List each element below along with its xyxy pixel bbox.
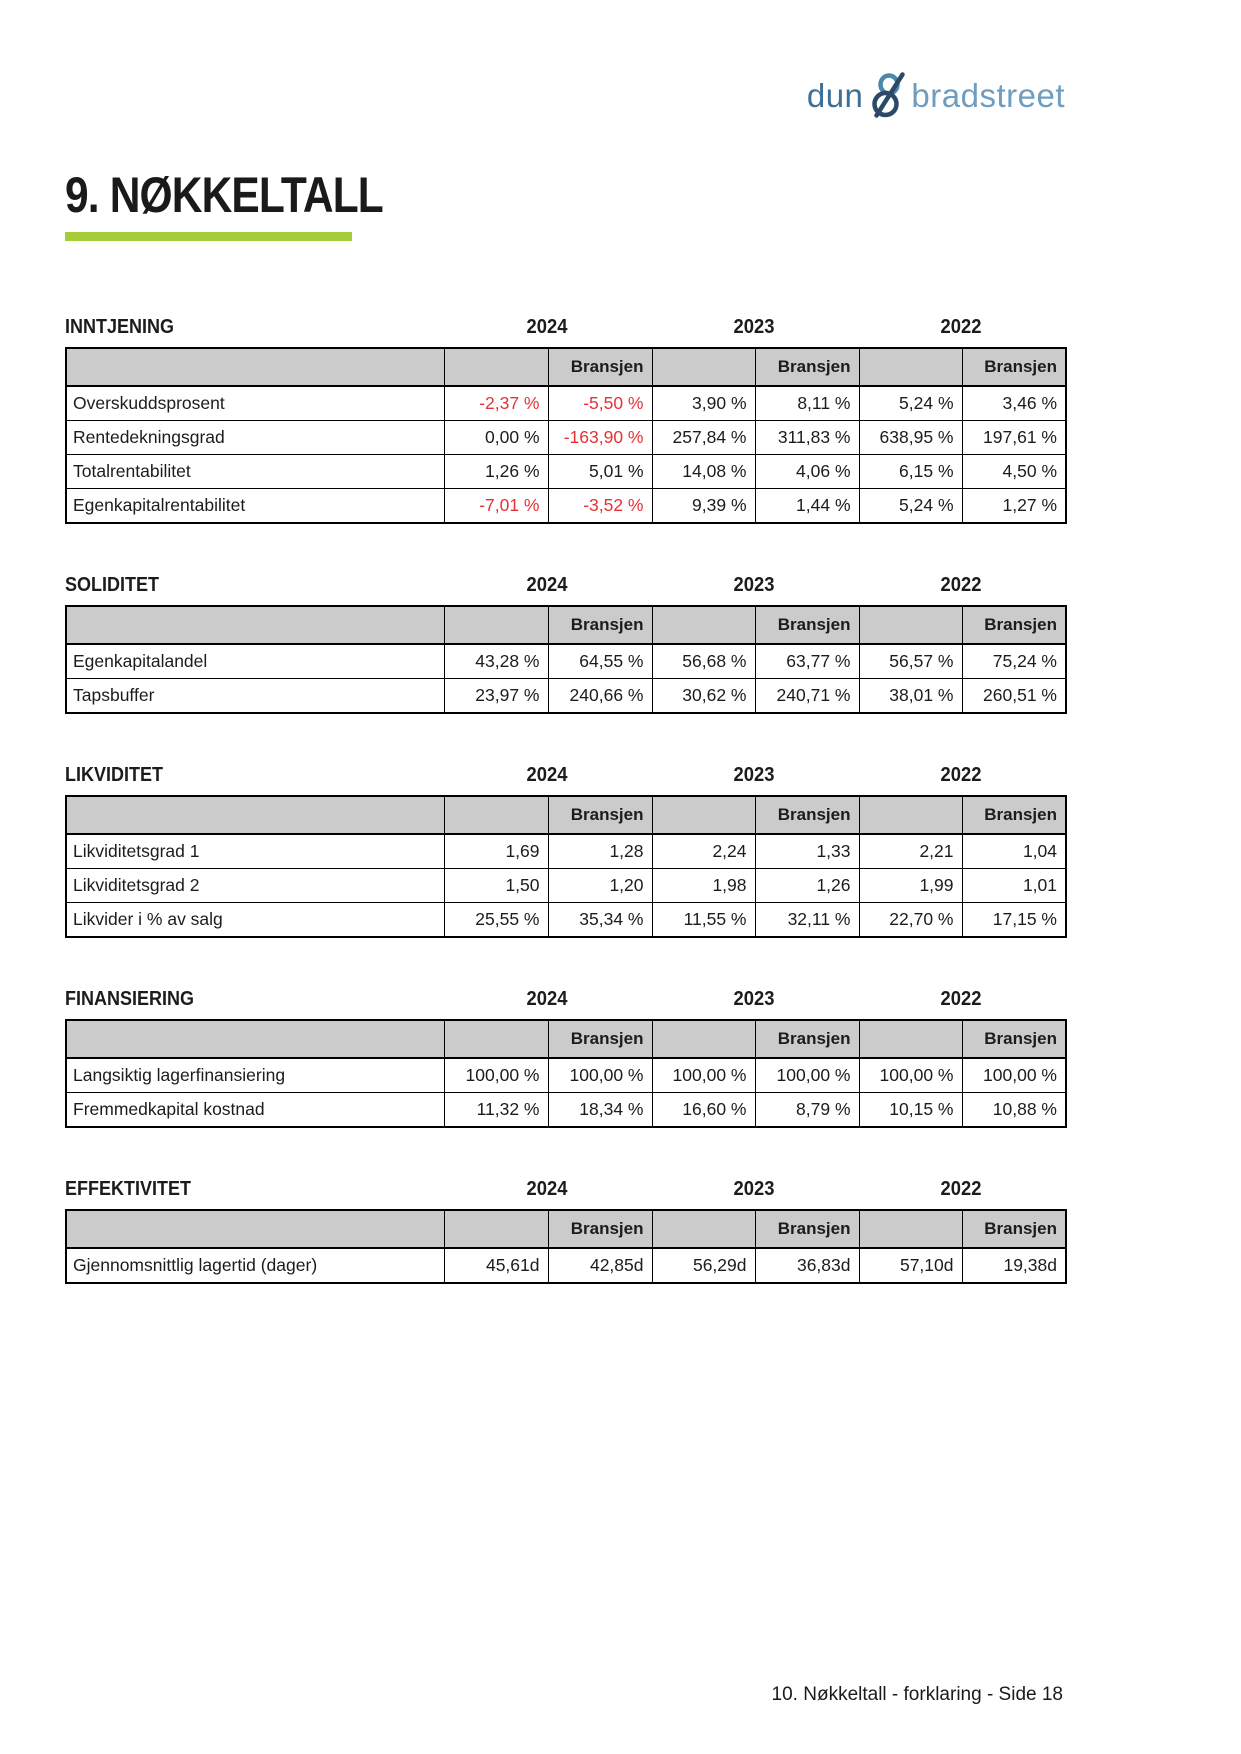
header-row [66,1020,1066,1058]
value-cell: 3,46 % [962,386,1066,421]
section-header [65,316,1065,340]
section-header [65,764,1065,788]
value-cell: 11,32 % [444,1093,548,1128]
kpi-section-finansiering [65,988,1065,1128]
value-cell: 1,20 [548,869,652,903]
value-cell: 32,11 % [755,903,859,938]
value-cell: 56,68 % [652,644,755,679]
corner-header-cell [66,606,444,644]
kpi-section-likviditet [65,764,1065,938]
kpi-table [65,347,1067,524]
value-header-cell [444,1020,548,1058]
value-cell: 1,99 [859,869,962,903]
logo-text-dun: dun [806,76,864,114]
year-label: 2024 [526,316,568,338]
corner-header-cell [66,1020,444,1058]
year-label: 2023 [733,1178,775,1200]
value-cell: 5,24 % [859,386,962,421]
year-label: 2024 [526,764,568,786]
table-row [66,1093,1066,1128]
value-cell: 14,08 % [652,455,755,489]
value-cell: 57,10d [859,1248,962,1283]
value-cell: 4,06 % [755,455,859,489]
section-header [65,574,1065,598]
value-cell: 311,83 % [755,421,859,455]
year-label: 2024 [526,1178,568,1200]
kpi-section-inntjening [65,316,1065,524]
value-cell: 1,04 [962,834,1066,869]
year-label: 2022 [940,574,982,596]
value-cell: 38,01 % [859,679,962,714]
value-header-cell [859,606,962,644]
value-cell: 75,24 % [962,644,1066,679]
table-head [66,1210,1066,1248]
table-row [66,386,1066,421]
value-header-cell [444,606,548,644]
year-label: 2022 [940,988,982,1010]
value-cell: 100,00 % [652,1058,755,1093]
year-label: 2023 [733,988,775,1010]
kpi-section-effektivitet [65,1178,1065,1284]
value-cell: 240,71 % [755,679,859,714]
table-head [66,796,1066,834]
value-header-cell [444,348,548,386]
bransjen-header-cell: Bransjen [755,1210,859,1248]
value-cell: -3,52 % [548,489,652,524]
row-label: Egenkapitalandel [66,644,444,679]
bransjen-header-cell: Bransjen [755,1020,859,1058]
value-cell: 2,21 [859,834,962,869]
value-cell: 43,28 % [444,644,548,679]
value-cell: 8,11 % [755,386,859,421]
value-cell: 30,62 % [652,679,755,714]
value-cell: 240,66 % [548,679,652,714]
value-cell: 16,60 % [652,1093,755,1128]
value-header-cell [859,1210,962,1248]
section-title: SOLIDITET [65,574,160,596]
value-cell: 197,61 % [962,421,1066,455]
year-label: 2024 [526,574,568,596]
value-header-cell [652,796,755,834]
value-cell: 100,00 % [962,1058,1066,1093]
table-body [66,1248,1066,1283]
bransjen-header-cell: Bransjen [962,796,1066,834]
page-footer: 10. Nøkkeltall - forklaring - Side 18 [771,1684,1063,1705]
table-body [66,834,1066,937]
value-cell: 6,15 % [859,455,962,489]
table-row [66,903,1066,938]
dun-bradstreet-logo [807,72,1065,118]
table-row [66,644,1066,679]
kpi-table [65,1019,1067,1128]
bransjen-header-cell: Bransjen [962,606,1066,644]
bransjen-header-cell: Bransjen [962,1210,1066,1248]
table-body [66,1058,1066,1127]
value-cell: 100,00 % [859,1058,962,1093]
value-cell: 5,01 % [548,455,652,489]
value-cell: 1,50 [444,869,548,903]
table-row [66,869,1066,903]
value-cell: 100,00 % [755,1058,859,1093]
value-cell: 10,88 % [962,1093,1066,1128]
row-label: Gjennomsnittlig lagertid (dager) [66,1248,444,1283]
value-cell: 10,15 % [859,1093,962,1128]
bransjen-header-cell: Bransjen [548,606,652,644]
header-row [66,796,1066,834]
kpi-table [65,605,1067,714]
row-label: Fremmedkapital kostnad [66,1093,444,1128]
value-header-cell [444,1210,548,1248]
year-label: 2022 [940,1178,982,1200]
value-cell: -7,01 % [444,489,548,524]
value-cell: 5,24 % [859,489,962,524]
value-cell: 3,90 % [652,386,755,421]
section-title: LIKVIDITET [65,764,164,786]
value-header-cell [652,1210,755,1248]
title-accent-bar [65,232,352,241]
bransjen-header-cell: Bransjen [548,1210,652,1248]
row-label: Rentedekningsgrad [66,421,444,455]
value-header-cell [444,796,548,834]
kpi-table [65,795,1067,938]
value-cell: -5,50 % [548,386,652,421]
logo-text-bradstreet: bradstreet [911,76,1065,114]
bransjen-header-cell: Bransjen [962,348,1066,386]
year-label: 2023 [733,316,775,338]
bransjen-header-cell: Bransjen [548,348,652,386]
row-label: Langsiktig lagerfinansiering [66,1058,444,1093]
row-label: Overskuddsprosent [66,386,444,421]
row-label: Egenkapitalrentabilitet [66,489,444,524]
value-cell: 45,61d [444,1248,548,1283]
value-cell: 1,98 [652,869,755,903]
table-body [66,644,1066,713]
table-row [66,679,1066,714]
bransjen-header-cell: Bransjen [755,606,859,644]
value-cell: -163,90 % [548,421,652,455]
value-cell: 42,85d [548,1248,652,1283]
value-cell: 22,70 % [859,903,962,938]
bransjen-header-cell: Bransjen [962,1020,1066,1058]
value-cell: 56,57 % [859,644,962,679]
value-cell: 1,01 [962,869,1066,903]
value-cell: 638,95 % [859,421,962,455]
value-header-cell [652,606,755,644]
section-title: EFFEKTIVITET [65,1178,191,1200]
bransjen-header-cell: Bransjen [548,796,652,834]
value-cell: 100,00 % [444,1058,548,1093]
year-label: 2022 [940,764,982,786]
row-label: Tapsbuffer [66,679,444,714]
section-header [65,988,1065,1012]
bransjen-header-cell: Bransjen [548,1020,652,1058]
sections-container [65,316,1065,1334]
table-row [66,421,1066,455]
bransjen-header-cell: Bransjen [755,796,859,834]
value-cell: 1,33 [755,834,859,869]
value-cell: 1,44 % [755,489,859,524]
value-cell: 18,34 % [548,1093,652,1128]
value-cell: 1,27 % [962,489,1066,524]
row-label: Likviditetsgrad 1 [66,834,444,869]
corner-header-cell [66,796,444,834]
row-label: Likviditetsgrad 2 [66,869,444,903]
value-header-cell [859,348,962,386]
table-head [66,1020,1066,1058]
header-row [66,1210,1066,1248]
ampersand-icon [868,72,908,118]
year-label: 2022 [940,316,982,338]
value-cell: 23,97 % [444,679,548,714]
value-cell: 11,55 % [652,903,755,938]
value-cell: 260,51 % [962,679,1066,714]
value-cell: 1,26 % [444,455,548,489]
page-title: 9. NØKKELTALL [65,167,383,223]
row-label: Likvider i % av salg [66,903,444,938]
value-cell: 36,83d [755,1248,859,1283]
value-cell: 64,55 % [548,644,652,679]
value-cell: 100,00 % [548,1058,652,1093]
value-cell: 17,15 % [962,903,1066,938]
value-header-cell [859,1020,962,1058]
table-row [66,834,1066,869]
table-body [66,386,1066,523]
value-header-cell [859,796,962,834]
header-row [66,348,1066,386]
table-row [66,455,1066,489]
corner-header-cell [66,348,444,386]
section-header [65,1178,1065,1202]
value-header-cell [652,348,755,386]
kpi-section-soliditet [65,574,1065,714]
kpi-table [65,1209,1067,1284]
header-row [66,606,1066,644]
value-cell: 63,77 % [755,644,859,679]
year-label: 2024 [526,988,568,1010]
value-cell: 19,38d [962,1248,1066,1283]
row-label: Totalrentabilitet [66,455,444,489]
table-head [66,606,1066,644]
bransjen-header-cell: Bransjen [755,348,859,386]
value-cell: 56,29d [652,1248,755,1283]
value-cell: 9,39 % [652,489,755,524]
value-header-cell [652,1020,755,1058]
value-cell: 257,84 % [652,421,755,455]
value-cell: 25,55 % [444,903,548,938]
value-cell: -2,37 % [444,386,548,421]
value-cell: 8,79 % [755,1093,859,1128]
table-row [66,1248,1066,1283]
corner-header-cell [66,1210,444,1248]
table-row [66,489,1066,524]
value-cell: 0,00 % [444,421,548,455]
value-cell: 1,26 [755,869,859,903]
table-head [66,348,1066,386]
section-title: FINANSIERING [65,988,195,1010]
year-label: 2023 [733,574,775,596]
value-cell: 35,34 % [548,903,652,938]
value-cell: 1,69 [444,834,548,869]
section-title: INNTJENING [65,316,175,338]
value-cell: 4,50 % [962,455,1066,489]
value-cell: 1,28 [548,834,652,869]
table-row [66,1058,1066,1093]
value-cell: 2,24 [652,834,755,869]
year-label: 2023 [733,764,775,786]
